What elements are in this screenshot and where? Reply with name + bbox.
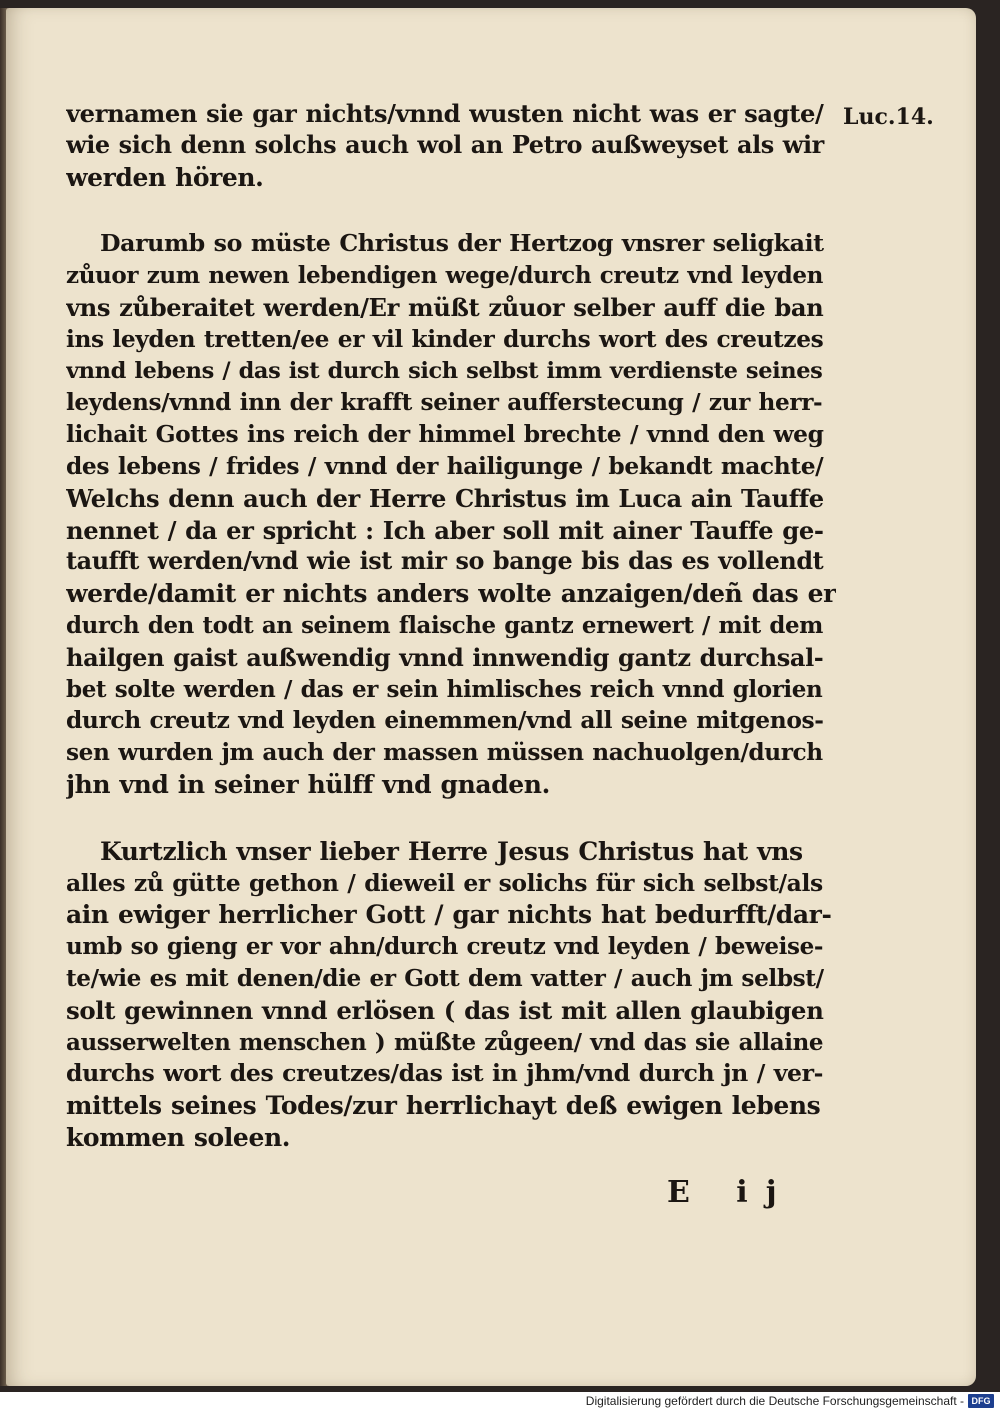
text-line: zůuor zum newen lebendigen wege/durch creutz vnd leyden [66, 262, 823, 290]
signature-mark: E ij [667, 1175, 795, 1210]
text-line: kommen soleen. [66, 1122, 291, 1152]
footer-credit: Digitalisierung gefördert durch die Deutsche Forschungsgemeinschaft - [585, 1394, 964, 1408]
text-line: solt gewinnen vnnd erlösen ( das ist mit allen glaubigen [66, 995, 824, 1025]
text-line: alles zů gütte gethon / dieweil er solichs für sich selbst/als [66, 868, 823, 897]
paragraph-3 [66, 836, 836, 1154]
dfg-logo-icon[interactable]: DFG [968, 1394, 994, 1408]
paragraph-2 [66, 228, 836, 800]
text-line: durch den todt an seinem flaische gantz ernewert / mit dem [66, 611, 823, 639]
footer-bar [0, 1392, 1000, 1411]
text-line: lichait Gottes ins reich der himmel brechte / vnnd den weg [66, 420, 824, 449]
text-line: mittels seines Todes/zur herrlichayt deß ewigen lebens [66, 1091, 821, 1121]
text-line: taufft werden/vnd wie ist mir so bange bis das es vollendt [66, 547, 824, 576]
paragraph-1 [66, 98, 836, 193]
text-line: jhn vnd in seiner hülff vnd gnaden. [66, 769, 550, 799]
text-line: sen wurden jm auch der massen müssen nachuolgen/durch [66, 739, 823, 767]
text-line: vnnd lebens / das ist durch sich selbst imm verdienste seines [66, 357, 823, 384]
text-line: nennet / da er spricht : Ich aber soll mit ainer Tauffe ge- [66, 515, 824, 545]
text-line: durch creutz vnd leyden einemmen/vnd all seine mitgenos- [66, 706, 824, 735]
margin-note: Luc.14. [843, 104, 934, 130]
text-line: durchs wort des creutzes/das ist in jhm/vnd durch jn / ver- [66, 1059, 824, 1088]
text-line: werde/damit er nichts anders wolte anzaigen/deñ das er [66, 579, 836, 609]
text-line: vernamen sie gar nichts/vnnd wusten nicht was er sagte/ [66, 99, 824, 128]
text-line: vns zůberaitet werden/Er müßt zůuor selber auff die ban [66, 292, 824, 322]
text-line: ain ewiger herrlicher Gott / gar nichts hat bedurfft/dar- [66, 900, 832, 930]
text-line: hailgen gaist außwendig vnnd innwendig gantz durchsal- [66, 642, 824, 672]
text-line: leydens/vnnd inn der krafft seiner aufferstecung / zur herr- [66, 389, 823, 417]
text-line: te/wie es mit denen/die er Gott dem vatter / auch jm selbst/ [66, 964, 824, 992]
text-line: ins leyden tretten/ee er vil kinder durchs wort des creutzes [66, 325, 824, 353]
text-line: Darumb so müste Christus der Hertzog vnsrer seligkait [100, 229, 824, 258]
text-line: wie sich denn solchs auch wol an Petro außweyset als wir [66, 130, 824, 159]
text-line: Welchs denn auch der Herre Christus im Luca ain Tauffe [66, 483, 824, 513]
text-line: des lebens / frides / vnnd der hailigunge / bekandt machte/ [66, 451, 824, 480]
text-line: ausserwelten menschen ) müßte zůgeen/ vnd das sie allaine [66, 1028, 824, 1056]
text-line: werden hören. [66, 162, 264, 192]
text-line: Kurtzlich vnser lieber Herre Jesus Christus hat vns [100, 836, 803, 866]
body-text [66, 98, 836, 1154]
text-line: umb so gieng er vor ahn/durch creutz vnd leyden / beweise- [66, 933, 824, 961]
text-line: bet solte werden / das er sein himlisches reich vnnd glorien [66, 675, 823, 703]
